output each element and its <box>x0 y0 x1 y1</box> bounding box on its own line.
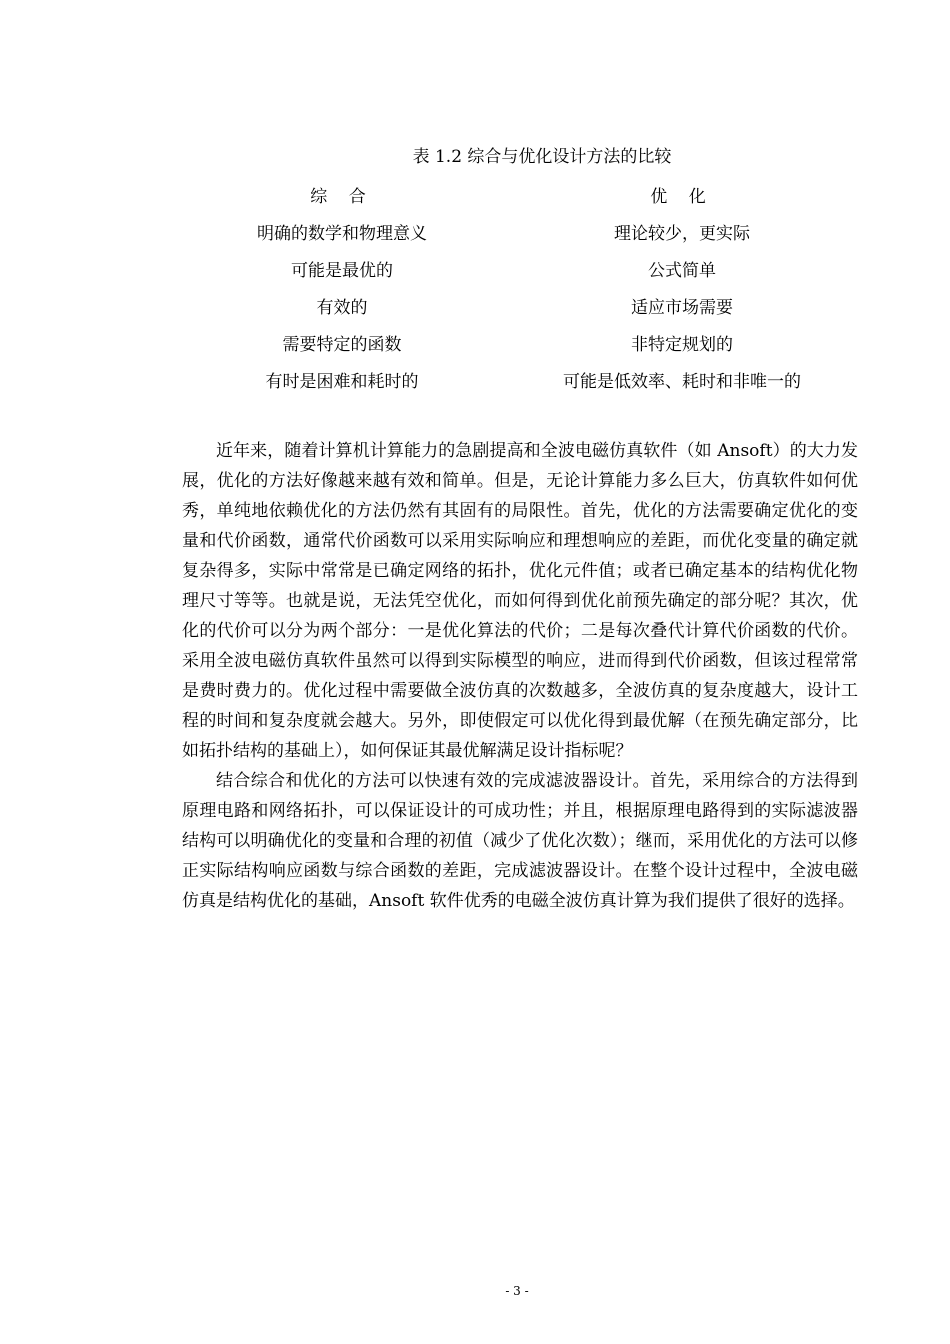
table-cell-optimization: 非特定规划的 <box>631 335 733 355</box>
body-text <box>182 436 858 916</box>
table-row <box>180 361 860 398</box>
paragraph: 结合综合和优化的方法可以快速有效的完成滤波器设计。首先，采用综合的方法得到原理电路和网络拓扑，可以保证设计的可成功性；并且，根据原理电路得到的实际滤波器结构可以明确优化的变量和合理的初值（减少了优化次数）；继而，采用优化的方法可以修正实际结构响应函数与综合函数的差距，完成滤波器设计。在整个设计过程中，全波电磁仿真是结构优化的基础，Ansoft 软件优秀的电磁全波仿真计算为我们提供了很好的选择。 <box>182 771 858 911</box>
table-cell-optimization: 可能是低效率、耗时和非唯一的 <box>563 372 801 392</box>
table-caption: 表 1.2 综合与优化设计方法的比较 <box>412 147 672 167</box>
header-synthesis: 综 合 <box>310 187 374 207</box>
table-cell-synthesis: 明确的数学和物理意义 <box>257 224 427 244</box>
comparison-table <box>180 176 860 398</box>
table-row <box>180 213 860 250</box>
table-cell-synthesis: 需要特定的函数 <box>282 335 402 355</box>
table-row <box>180 324 860 361</box>
header-optimization: 优 化 <box>650 187 714 207</box>
table-cell-optimization: 公式简单 <box>648 261 716 281</box>
table-row <box>180 287 860 324</box>
page-number: - 3 - <box>505 1284 529 1298</box>
table-cell-optimization: 适应市场需要 <box>631 298 733 318</box>
table-cell-synthesis: 有效的 <box>316 298 368 318</box>
table-row <box>180 250 860 287</box>
table-cell-synthesis: 有时是困难和耗时的 <box>265 372 419 392</box>
table-header-row <box>180 176 860 213</box>
paragraph: 近年来，随着计算机计算能力的急剧提高和全波电磁仿真软件（如 Ansoft）的大力发展，优化的方法好像越来越有效和简单。但是，无论计算能力多么巨大，仿真软件如何优秀，单纯地依赖优化的方法仍然有其固有的局限性。首先，优化的方法需要确定优化的变量和代价函数，通常代价函数可以采用实际响应和理想响应的差距，而优化变量的确定就复杂得多，实际中常常是已确定网络的拓扑，优化元件值；或者已确定基本的结构优化物理尺寸等等。也就是说，无法凭空优化，而如何得到优化前预先确定的部分呢？其次，优化的代价可以分为两个部分：一是优化算法的代价；二是每次叠代计算代价函数的代价。采用全波电磁仿真软件虽然可以得到实际模型的响应，进而得到代价函数，但该过程常常是费时费力的。优化过程中需要做全波仿真的次数越多，全波仿真的复杂度越大，设计工程的时间和复杂度就会越大。另外，即使假定可以优化得到最优解（在预先确定部分，比如拓扑结构的基础上），如何保证其最优解满足设计指标呢？ <box>182 441 858 761</box>
table-cell-optimization: 理论较少，更实际 <box>614 224 750 244</box>
table-cell-synthesis: 可能是最优的 <box>291 261 393 281</box>
